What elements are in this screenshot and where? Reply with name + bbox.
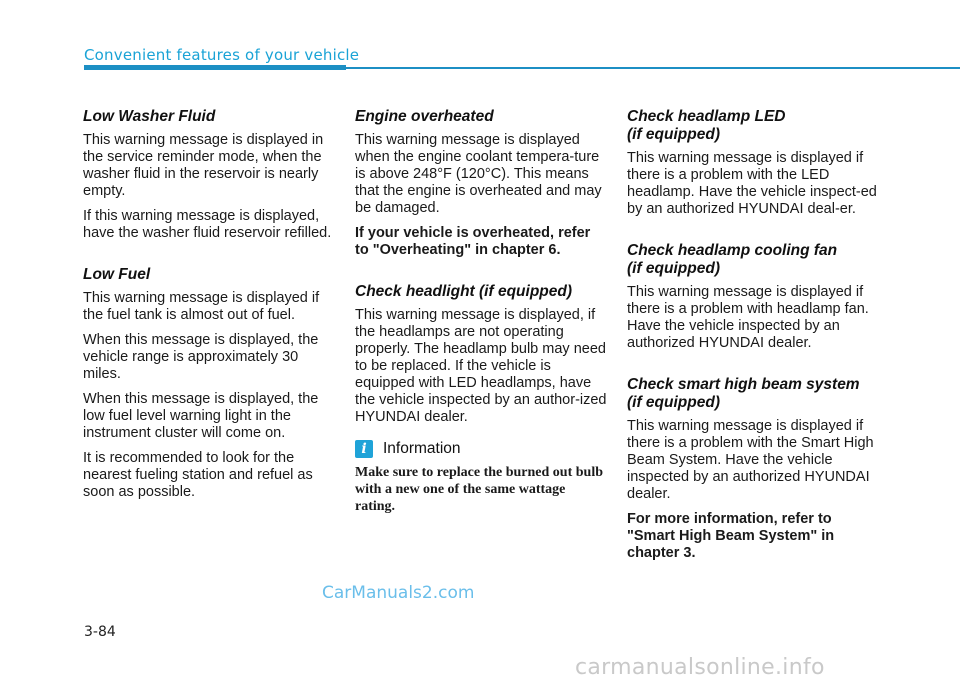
paragraph-bold: For more information, refer to "Smart High Beam System" in chapter 3. [627, 511, 835, 561]
paragraph: This warning message is displayed if there is a problem with the LED headlamp. Have the vehicle inspect-ed by an authorized HYUNDAI deal-er. [627, 150, 877, 217]
page-number: 3-84 [84, 624, 116, 640]
header-accent-bar [84, 65, 346, 70]
paragraph: When this message is displayed, the vehicle range is approximately 30 miles. [83, 332, 319, 382]
heading-check-smart-high-beam [627, 376, 879, 412]
section-title: Convenient features of your vehicle [84, 46, 360, 64]
paragraph: This warning message is displayed if there is a problem with the Smart High Beam System. Have the vehicle inspected by an authorized HYUNDAI dealer. [627, 418, 874, 502]
information-header [355, 440, 607, 458]
heading-check-headlamp-cooling-fan [627, 242, 879, 278]
paragraph: When this message is displayed, the low fuel level warning light in the instrument cluster will come on. [83, 391, 319, 441]
heading-line: (if equipped) [627, 260, 720, 277]
heading-check-headlight: Check headlight (if equipped) [355, 283, 573, 300]
paragraph: This warning message is displayed, if the headlamps are not operating properly. The headlamp bulb may need to be replaced. If the vehicle is equipped with LED headlamps, have the vehicle inspected by an author-ized HYUNDAI dealer. [355, 307, 607, 425]
heading-line: (if equipped) [627, 126, 720, 143]
paragraph: This warning message is displayed when the engine coolant tempera-ture is above 248°F (120°C). This means that the engine is overheated and may be damaged. [355, 132, 602, 216]
paragraph: This warning message is displayed if the fuel tank is almost out of fuel. [83, 290, 320, 323]
footer-watermark: carmanualsonline.info [575, 655, 825, 680]
heading-low-fuel: Low Fuel [83, 266, 151, 283]
heading-check-headlamp-led [627, 108, 879, 144]
paragraph: This warning message is displayed in the service reminder mode, when the washer fluid in the reservoir is nearly empty. [83, 132, 324, 199]
info-icon: i [355, 440, 373, 458]
paragraph: This warning message is displayed if there is a problem with headlamp fan. Have the vehicle inspected by an authorized HYUNDAI dealer. [627, 284, 869, 351]
header-divider [346, 67, 960, 69]
paragraph: If this warning message is displayed, have the washer fluid reservoir refilled. [83, 208, 332, 241]
paragraph: It is recommended to look for the nearest fueling station and refuel as soon as possible. [83, 450, 313, 500]
information-text: Make sure to replace the burned out bulb with a new one of the same wattage rating. [355, 465, 603, 514]
information-label: Information [383, 440, 461, 457]
column-3 [627, 108, 879, 570]
heading-engine-overheated: Engine overheated [355, 108, 494, 125]
heading-line: Check smart high beam system [627, 376, 860, 393]
heading-line: Check headlamp LED [627, 108, 786, 125]
column-2 [355, 108, 607, 515]
paragraph-bold: If your vehicle is overheated, refer to "Overheating" in chapter 6. [355, 225, 591, 258]
heading-line: Check headlamp cooling fan [627, 242, 838, 259]
heading-low-washer-fluid: Low Washer Fluid [83, 108, 216, 125]
heading-line: (if equipped) [627, 394, 720, 411]
column-1 [83, 108, 335, 509]
watermark-link[interactable]: CarManuals2.com [322, 583, 475, 603]
